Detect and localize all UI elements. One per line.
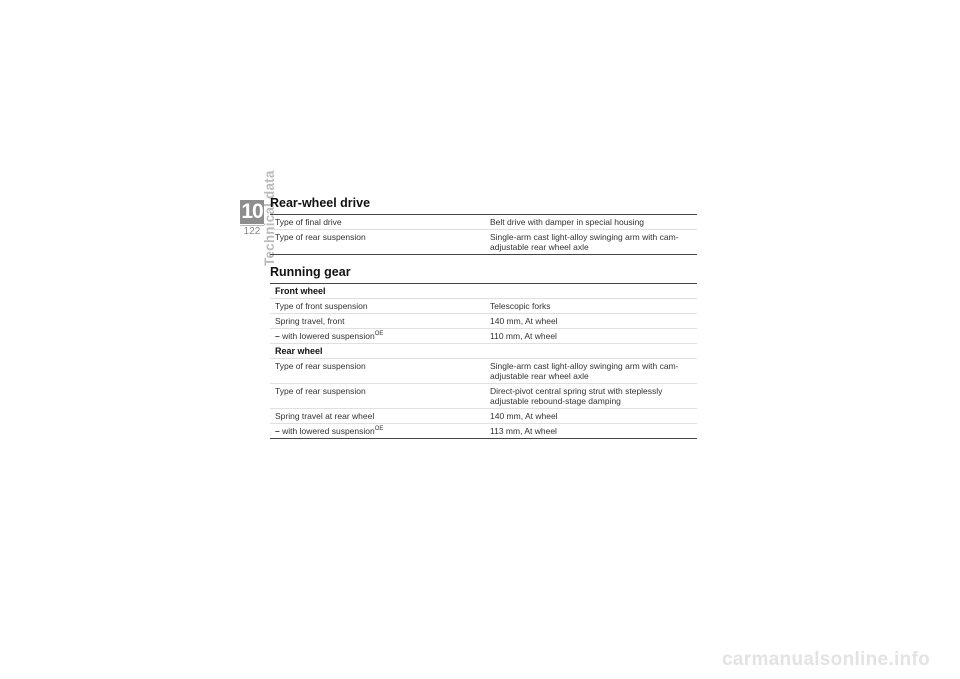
dash-bullet: –: [275, 331, 280, 341]
row-label: Spring travel at rear wheel: [270, 409, 485, 424]
rear-wheel-drive-table: [270, 214, 697, 255]
rear-wheel-subheading: [270, 344, 697, 359]
rear-wheel-drive-heading: Rear-wheel drive: [270, 196, 371, 210]
watermark: carmanualsonline.info: [722, 649, 930, 670]
dash-bullet: –: [275, 426, 280, 436]
row-value: Telescopic forks: [485, 299, 697, 314]
lowered-label: with lowered suspension: [282, 331, 375, 341]
subheading-text: Front wheel: [270, 284, 697, 299]
row-label: Type of final drive: [270, 215, 485, 230]
option-marker: OE: [374, 426, 384, 432]
page-number: 122: [243, 226, 261, 237]
row-label: Type of rear suspension: [270, 384, 485, 409]
table-row: [270, 409, 697, 424]
row-value: 113 mm, At wheel: [485, 424, 697, 439]
chapter-title: Technical data: [262, 170, 277, 266]
table-row: [270, 314, 697, 329]
row-value: Direct-pivot central spring strut with steplessly adjustable rebound-stage damping: [485, 384, 697, 409]
row-value: Single-arm cast light-alloy swinging arm with cam-adjustable rear wheel axle: [485, 359, 697, 384]
table-row: [270, 299, 697, 314]
running-gear-heading: Running gear: [270, 265, 351, 279]
running-gear-table: [270, 283, 697, 439]
table-row: [270, 215, 697, 230]
row-label: Type of rear suspension: [270, 230, 485, 255]
lowered-label: with lowered suspension: [282, 426, 375, 436]
row-label: [270, 424, 485, 439]
table-row: [270, 424, 697, 439]
row-label: Type of rear suspension: [270, 359, 485, 384]
table-row: [270, 329, 697, 344]
chapter-number: 10: [241, 200, 263, 223]
table-row: [270, 384, 697, 409]
row-value: 110 mm, At wheel: [485, 329, 697, 344]
subheading-text: Rear wheel: [270, 344, 697, 359]
row-value: Belt drive with damper in special housing: [485, 215, 697, 230]
row-value: 140 mm, At wheel: [485, 409, 697, 424]
option-marker: OE: [374, 331, 384, 337]
row-label: [270, 329, 485, 344]
table-row: [270, 230, 697, 255]
row-value: Single-arm cast light-alloy swinging arm with cam-adjustable rear wheel axle: [485, 230, 697, 255]
front-wheel-subheading: [270, 284, 697, 299]
table-row: [270, 359, 697, 384]
row-value: 140 mm, At wheel: [485, 314, 697, 329]
row-label: Type of front suspension: [270, 299, 485, 314]
row-label: Spring travel, front: [270, 314, 485, 329]
